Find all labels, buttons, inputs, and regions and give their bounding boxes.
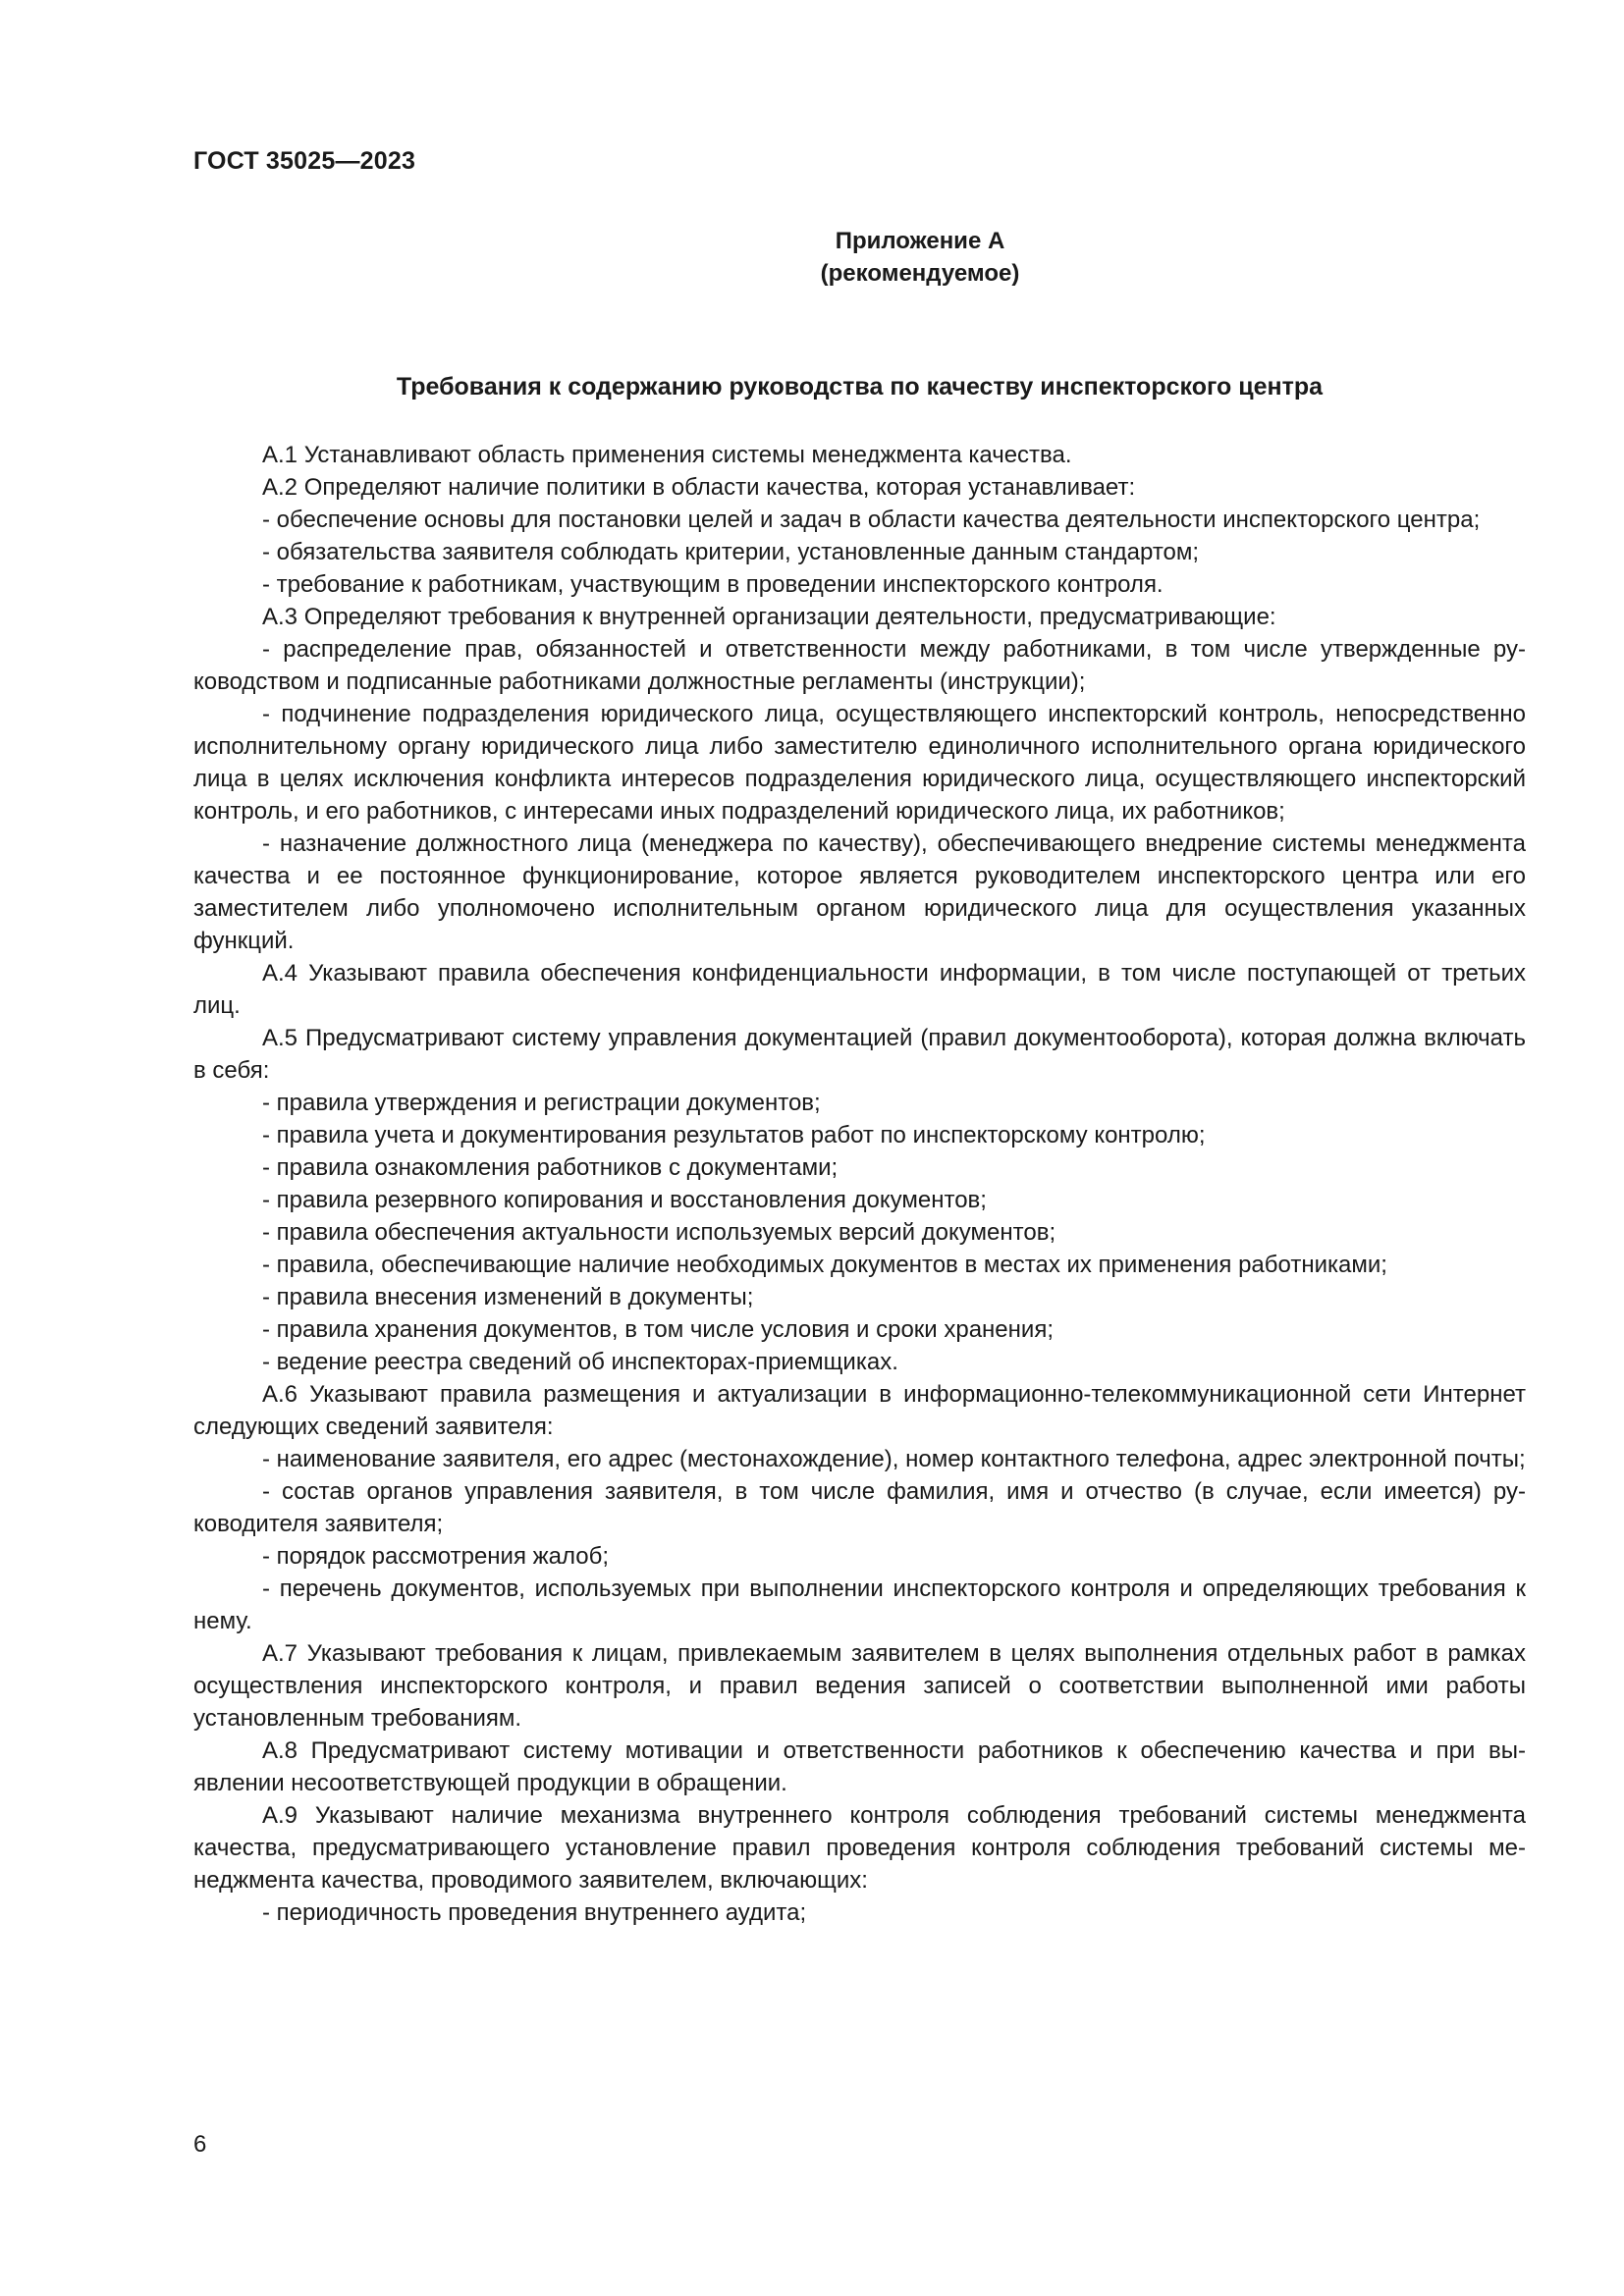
paragraph: А.2 Определяют наличие политики в области качества, которая устанавливает: [262, 474, 1136, 501]
list-item: - распределение прав, обязанностей и ответственности между работниками, в том числе утвержденные руководством и подписанные работниками должностные регламенты (инструкции); [193, 636, 1526, 695]
body-text [193, 439, 1526, 1929]
section-title: Требования к содержанию руководства по качеству инспекторского центра [396, 373, 1324, 400]
list-item: - правила обеспечения актуальности используемых версий документов; [262, 1219, 1056, 1246]
paragraph: А.8 Предусматривают систему мотивации и ответственности работников к обеспечению качества и при выявлении несоответствующей продукции в обращении. [193, 1737, 1526, 1796]
list-item: - периодичность проведения внутреннего аудита; [262, 1899, 807, 1926]
page-number: 6 [193, 2131, 207, 2158]
appendix-heading [0, 225, 1624, 290]
paragraph: А.6 Указывают правила размещения и актуализации в информационно-телекоммуникационной сети Интернет следующих сведений заявителя: [193, 1381, 1526, 1440]
list-item: - правила резервного копирования и восстановления документов; [262, 1187, 987, 1213]
list-item: - правила утверждения и регистрации документов; [262, 1090, 821, 1116]
list-item: - правила учета и документирования результатов работ по инспекторскому контролю; [262, 1122, 1206, 1148]
paragraph: А.4 Указывают правила обеспечения конфиденциальности информации, в том числе поступающей от третьих лиц. [193, 960, 1526, 1019]
document-code: ГОСТ 35025—2023 [193, 147, 416, 175]
appendix-label: Приложение А [835, 228, 1005, 254]
list-item: - назначение должностного лица (менеджера по качеству), обеспечивающего внедрение системы менеджмента качества и ее постоянное функционирование, которое является руководителем инспекторского центра или его заместителем либо уполномочено исполнительным органом юридического лица для осуществления указанных функций. [193, 830, 1526, 954]
list-item: - правила ознакомления работников с документами; [262, 1154, 839, 1181]
list-item: - обязательства заявителя соблюдать критерии, установленные данным стандартом; [262, 539, 1200, 565]
appendix-status: (рекомендуемое) [820, 260, 1020, 287]
list-item: - правила, обеспечивающие наличие необходимых документов в местах их применения работниками; [262, 1252, 1387, 1278]
list-item: - наименование заявителя, его адрес (местонахождение), номер контактного телефона, адрес электронной почты; [262, 1446, 1526, 1472]
list-item: - правила хранения документов, в том числе условия и сроки хранения; [262, 1316, 1054, 1343]
list-item: - состав органов управления заявителя, в том числе фамилия, имя и отчество (в случае, если имеется) руководителя заявителя; [193, 1478, 1526, 1537]
list-item: - требование к работникам, участвующим в проведении инспекторского контроля. [262, 571, 1164, 598]
list-item: - порядок рассмотрения жалоб; [262, 1543, 610, 1570]
list-item: - перечень документов, используемых при выполнении инспекторского контроля и определяющих требования к нему. [193, 1575, 1526, 1634]
paragraph: А.3 Определяют требования к внутренней организации деятельности, предусматривающие: [262, 604, 1276, 630]
paragraph: А.1 Устанавливают область применения системы менеджмента качества. [262, 442, 1072, 468]
paragraph: А.9 Указывают наличие механизма внутреннего контроля соблюдения требований системы менеджмента качества, предусматривающего установление правил проведения контроля соблюдения требований системы менеджмента качества, проводимого заявителем, включающих: [193, 1802, 1526, 1894]
paragraph: А.7 Указывают требования к лицам, привлекаемым заявителем в целях выполнения отдельных работ в рамках осуществления инспекторского контроля, и правил ведения записей о соответствии выполненной ими работы установленным требованиям. [193, 1640, 1526, 1732]
paragraph: А.5 Предусматривают систему управления документацией (правил документооборота), которая должна включать в себя: [193, 1025, 1526, 1084]
list-item: - обеспечение основы для постановки целей и задач в области качества деятельности инспекторского центра; [262, 507, 1481, 533]
list-item: - ведение реестра сведений об инспекторах-приемщиках. [262, 1349, 898, 1375]
list-item: - правила внесения изменений в документы; [262, 1284, 754, 1310]
list-item: - подчинение подразделения юридического лица, осуществляющего инспекторский контроль, непосредственно исполнительному органу юридического лица либо заместителю единоличного исполнительного органа юридического лица в целях исключения конфликта интересов подразделения юридического лица, осуществляющего инспекторский контроль, и его работников, с интересами иных подразделений юридического лица, их работников; [193, 701, 1526, 825]
